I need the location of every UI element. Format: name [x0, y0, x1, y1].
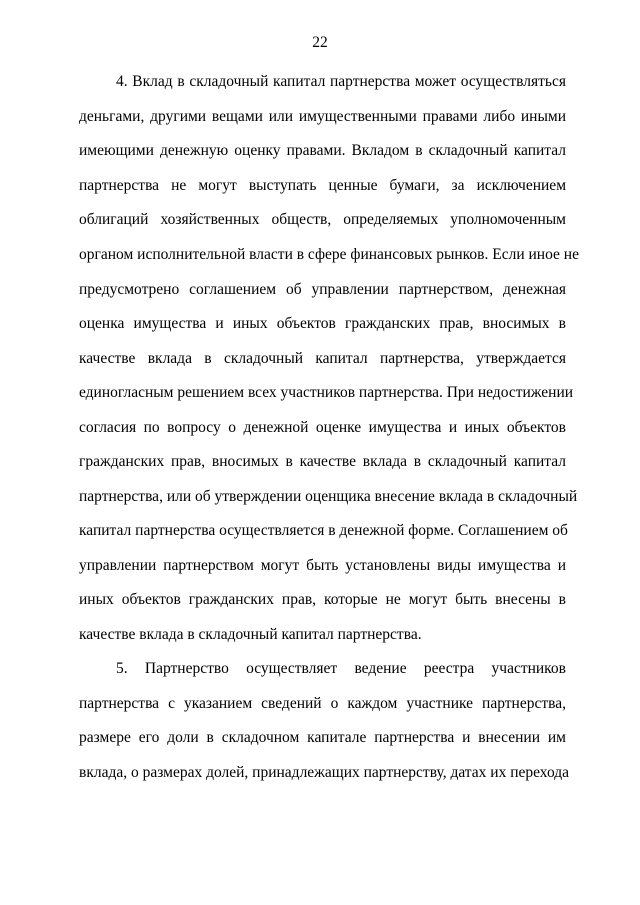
text-line: облигаций хозяйственных обществ, определяемых уполномоченным — [79, 211, 566, 228]
text-line: имеющими денежную оценку правами. Вкладом в складочный капитал — [79, 142, 566, 159]
text-line: 5. Партнерство осуществляет ведение реестра участников — [116, 660, 566, 677]
text-line: деньгами, другими вещами или имущественными правами либо иными — [79, 108, 566, 125]
text-line: качестве вклада в складочный капитал партнерства. — [79, 626, 422, 643]
text-line: партнерства не могут выступать ценные бумаги, за исключением — [79, 177, 566, 194]
text-line: единогласным решением всех участников партнерства. При недостижении — [79, 384, 574, 401]
text-line: вклада, о размерах долей, принадлежащих партнерству, датах их перехода — [79, 764, 570, 781]
text-line: предусмотрено соглашением об управлении партнерством, денежная — [79, 281, 566, 298]
text-line: размере его доли в складочном капитале партнерства и внесении им — [79, 729, 566, 746]
text-line: органом исполнительной власти в сфере финансовых рынков. Если иное не — [79, 246, 579, 263]
text-line: 4. Вклад в складочный капитал партнерства может осуществляться — [116, 73, 566, 90]
text-line: оценка имущества и иных объектов гражданских прав, вносимых в — [79, 315, 566, 332]
text-line: управлении партнерством могут быть установлены виды имущества и — [79, 557, 566, 574]
text-line: качестве вклада в складочный капитал партнерства, утверждается — [79, 350, 566, 367]
text-line: гражданских прав, вносимых в качестве вклада в складочный капитал — [79, 453, 566, 470]
text-line: партнерства с указанием сведений о каждом участнике партнерства, — [79, 695, 566, 712]
text-line: иных объектов гражданских прав, которые не могут быть внесены в — [79, 591, 566, 608]
text-line: согласия по вопросу о денежной оценке имущества и иных объектов — [79, 419, 566, 436]
text-line: партнерства, или об утверждении оценщика внесение вклада в складочный — [79, 488, 578, 505]
text-line: капитал партнерства осуществляется в денежной форме. Соглашением об — [79, 522, 568, 539]
page-number: 22 — [312, 34, 328, 51]
